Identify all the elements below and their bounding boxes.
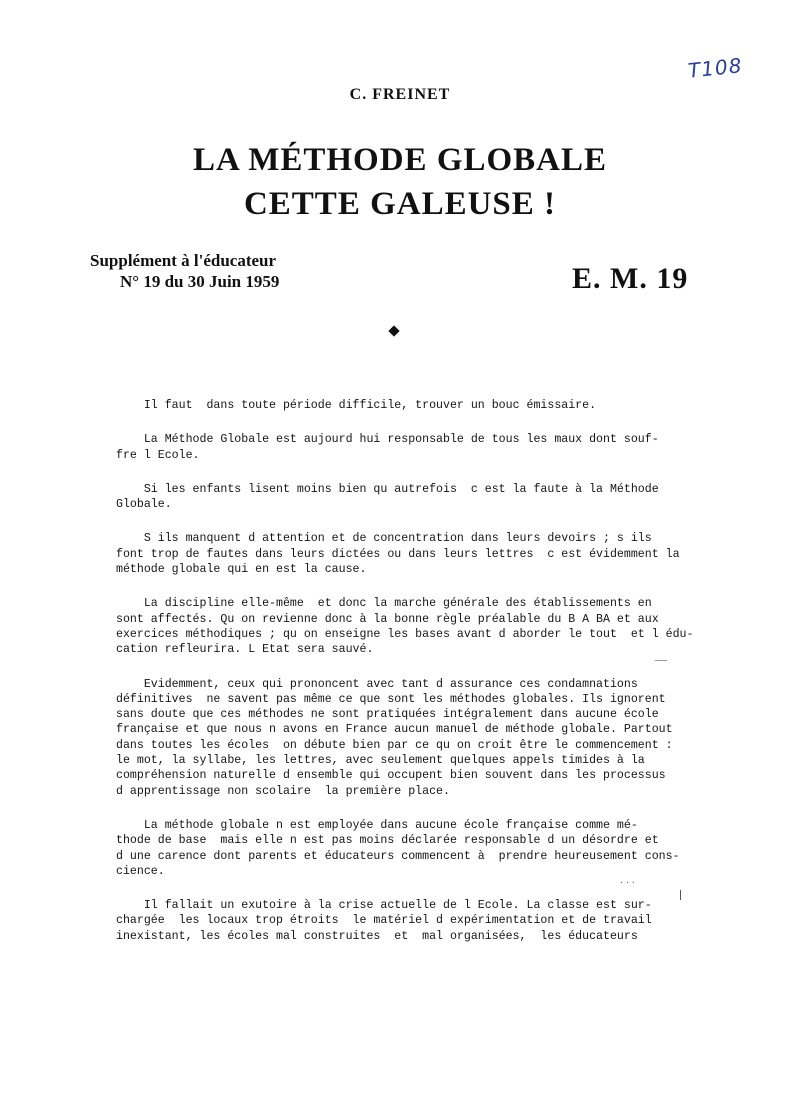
- text-line: méthode globale qui en est la cause.: [116, 563, 367, 577]
- paragraph: [116, 398, 678, 413]
- title-line-2: CETTE GALEUSE !: [243, 186, 557, 222]
- text-line: inexistant, les écoles mal construites et mal organisées, les éducateurs: [116, 929, 638, 943]
- supplement-line-1: Supplément à l'éducateur: [90, 251, 277, 270]
- text-line: Globale.: [116, 498, 172, 512]
- text-line: définitives ne savent pas même ce que sont les méthodes globales. Ils ignorent: [116, 692, 666, 706]
- text-line: cience.: [116, 864, 165, 878]
- text-line: thode de base mais elle n est pas moins déclarée responsable d un désordre et: [116, 834, 659, 848]
- paragraph: [116, 818, 678, 879]
- text-line: dans toutes les écoles on débute bien par ce qu on croit être le commencement :: [116, 738, 673, 752]
- series-code: E. M. 19: [572, 262, 689, 295]
- body-text: [116, 398, 694, 963]
- paragraph: [116, 898, 678, 944]
- text-line: le mot, la syllabe, les lettres, avec seulement quelques appels timides à la: [116, 754, 645, 768]
- supplement-block: [90, 250, 390, 292]
- paragraph: [116, 596, 694, 657]
- title-line-1: LA MÉTHODE GLOBALE: [192, 142, 608, 178]
- text-line: sans doute que ces méthodes ne sont pratiquées intégralement dans aucune école: [116, 708, 659, 722]
- text-line: compréhension naturelle d ensemble qui occupent bien souvent dans les processus: [116, 769, 666, 783]
- text-line: font trop de fautes dans leurs dictées ou dans leurs lettres c est évidemment la: [116, 547, 680, 561]
- text-line: chargée les locaux trop étroits le matériel d expérimentation et de travail: [116, 914, 652, 928]
- text-line: Il faut dans toute période difficile, trouver un bouc émissaire.: [116, 399, 597, 412]
- scan-mark: [680, 890, 681, 900]
- text-line: d une carence dont parents et éducateurs commencent à prendre heureusement cons-: [116, 849, 680, 863]
- text-line: La méthode globale n est employée dans aucune école française comme mé-: [116, 818, 638, 832]
- text-line: Il fallait un exutoire à la crise actuelle de l Ecole. La classe est sur-: [116, 899, 652, 913]
- text-line: Si les enfants lisent moins bien qu autrefois c est la faute à la Méthode: [116, 482, 659, 496]
- text-line: exercices méthodiques ; qu on enseigne les bases avant d aborder le tout et l édu-: [116, 627, 694, 641]
- text-line: française et que nous n avons en France aucun manuel de méthode globale. Partout: [116, 723, 673, 737]
- scan-mark: [655, 660, 667, 661]
- handwritten-annotation: T108: [686, 53, 744, 83]
- diamond-ornament-icon: [388, 325, 399, 336]
- supplement-line-2: N° 19 du 30 Juin 1959: [120, 272, 280, 291]
- scan-mark: · · ·: [620, 878, 635, 889]
- paragraph: [116, 531, 678, 577]
- text-line: La Méthode Globale est aujourd hui responsable de tous les maux dont souf-: [116, 433, 659, 447]
- paragraph: [116, 482, 678, 513]
- text-line: fre l Ecole.: [116, 448, 200, 462]
- paragraph: [116, 677, 678, 799]
- text-line: sont affectés. Qu on revienne donc à la bonne règle préalable du B A BA et aux: [116, 612, 659, 626]
- author-name: C. FREINET: [349, 86, 451, 103]
- text-line: S ils manquent d attention et de concentration dans leurs devoirs ; s ils: [116, 532, 652, 546]
- paragraph: [116, 432, 678, 463]
- text-line: La discipline elle-même et donc la marche générale des établissements en: [116, 597, 652, 611]
- text-line: Evidemment, ceux qui prononcent avec tant d assurance ces condamnations: [116, 677, 638, 691]
- text-line: d apprentissage non scolaire la première place.: [116, 784, 450, 798]
- text-line: cation refleurira. L Etat sera sauvé.: [116, 643, 374, 657]
